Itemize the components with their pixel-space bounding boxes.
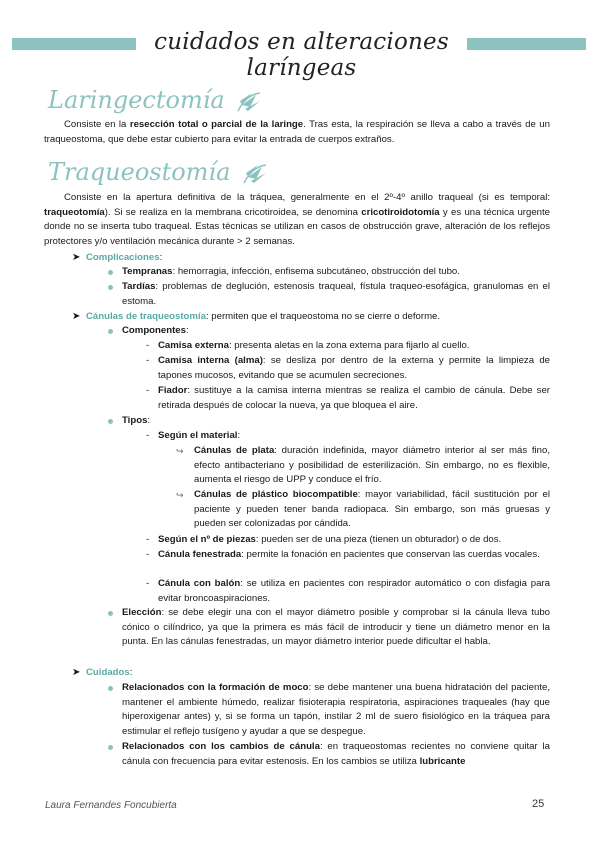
bullet-icon — [108, 611, 113, 616]
dash-marker: - — [146, 578, 150, 589]
arrow-icon: ➤ — [72, 311, 81, 322]
list-item-camisa-interna: Camisa interna (alma): se desliza por dentro de la externa y permite la limpieza de tapones mucosos, evitando que se acumulen secreciones. — [158, 355, 550, 381]
page-number: 25 — [532, 798, 545, 810]
header-bar-right — [467, 38, 586, 50]
material-heading: Según el material: — [158, 430, 241, 441]
hook-arrow-icon: ↪ — [176, 446, 184, 456]
list-item-piezas: Según el nº de piezas: pueden ser de una pieza (tienen un obturador) o de dos. — [158, 534, 502, 545]
bullet-icon — [108, 285, 113, 290]
list-item-eleccion: Elección: se debe elegir una con el mayor diámetro posible y comprobar si la cánula lleva tubo cónico o cilíndrico, ya que la primera es más fácil de introducir y tiene un diámetro menor en la punta. En las cánulas fenestradas, un mayor diámetro interior puede dificultar el habla. — [122, 607, 550, 648]
list-item-fenestrada: Cánula fenestrada: permite la fonación en pacientes que conservan las cuerdas vocales. — [158, 549, 540, 560]
bullet-icon — [108, 419, 113, 424]
list-item-canulas-plastico: Cánulas de plástico biocompatible: mayor variabilidad, fácil sustitución por el paciente y pueden tener banda radiopaca. Sin embargo, son más gruesas y pueden ser colonizadas por cándida. — [194, 489, 551, 530]
arrow-icon: ➤ — [72, 667, 81, 678]
tipos-heading: Tipos: — [122, 415, 151, 426]
hook-arrow-icon: ↪ — [176, 490, 184, 500]
dash-marker: - — [146, 340, 150, 351]
dash-marker: - — [146, 385, 150, 396]
bullet-icon — [108, 329, 113, 334]
dash-marker: - — [146, 549, 150, 560]
list-item-canulas-plata: Cánulas de plata: duración indefinida, mayor diámetro interior al ser más fino, efecto antibacteriano y posibilidad de esterilización. Sin embargo, no es flexible, aumenta el riesgo de UPP y conduce el frío. — [194, 445, 550, 486]
canulas-heading: Cánulas de traqueostomía: permiten que el traqueostoma no se cierre o deforme. — [86, 311, 441, 322]
list-item-camisa-externa: Camisa externa: presenta aletas en la zona externa para fijarlo al cuello. — [158, 340, 470, 351]
list-item-balon: Cánula con balón: se utiliza en pacientes con respirador automático o con disfagia para evitar broncoaspiraciones. — [158, 578, 550, 604]
bullet-icon — [108, 745, 113, 750]
arrow-icon: ➤ — [72, 252, 81, 263]
footer-author: Laura Fernandes Foncubierta — [45, 800, 177, 811]
traqueostomia-paragraph: Consiste en la apertura definitiva de la tráquea, generalmente en el 2º-4º anillo traqueal (si es temporal: traqueotomía). Si se realiza en la membrana cricotiroidea, se denomina cricotiroidotomía y es una técnica urgente donde no se inserta tubo traqueal. Estas técnicas se utilizan en casos de obstrucción grave, alteración de los reflejos protectores y/o ventilación mecánica durante > 2 semanas. — [44, 192, 550, 248]
leaf-icon — [242, 163, 268, 185]
list-item-cambios: Relacionados con los cambios de cánula: en traqueostomas recientes no conviene quitar la cánula con frecuencia para evitar estenosis. En los cambios se utiliza lubricante — [122, 741, 550, 767]
cuidados-heading: Cuidados: — [86, 667, 133, 678]
laringectomia-paragraph: Consiste en la resección total o parcial de la laringe. Tras esta, la respiración se lleva a cabo a través de un traqueostoma, que debe estar cubierto para evitar la entrada de cuerpos extraños. — [44, 119, 550, 145]
complicaciones-heading: Complicaciones: — [86, 252, 163, 263]
list-item-fiador: Fiador: sustituye a la camisa interna mientras se realiza el cambio de cánula. Debe ser retirada después de colocar la nueva, ya que bloquea el aire. — [158, 385, 550, 411]
section-title-traqueostomia — [48, 158, 268, 186]
list-item-moco: Relacionados con la formación de moco: se debe mantener una buena hidratación del paciente, mantener el ambiente húmedo, realizar fisioterapia respiratoria, aspiraciones traqueales (hay que hiperoxigenar antes) y, si se forma un tapón, instilar 2 ml de suero fisiológico en la tráquea para estimular el reflejo tusígeno y ayudar a que se despegue. — [122, 682, 551, 738]
header-bar-left — [12, 38, 136, 50]
bullet-icon — [108, 686, 113, 691]
componentes-heading: Componentes: — [122, 325, 189, 336]
bullet-icon — [108, 270, 113, 275]
dash-marker: - — [146, 534, 150, 545]
list-item-tardias: Tardías: problemas de deglución, estenosis traqueal, fístula traqueo-esofágica, granulomas en el estoma. — [122, 281, 550, 307]
dash-marker: - — [146, 430, 150, 441]
page-title: cuidados en alteraciones laríngeas — [154, 29, 449, 81]
list-item-tempranas: Tempranas: hemorragia, infección, enfisema subcutáneo, obstrucción del tubo. — [122, 266, 460, 277]
dash-marker: - — [146, 355, 150, 366]
section-title-laringectomia — [48, 86, 262, 114]
leaf-icon — [236, 91, 262, 113]
section-title-text: Laringectomía — [48, 86, 225, 114]
section-title-text: Traqueostomía — [48, 158, 231, 186]
